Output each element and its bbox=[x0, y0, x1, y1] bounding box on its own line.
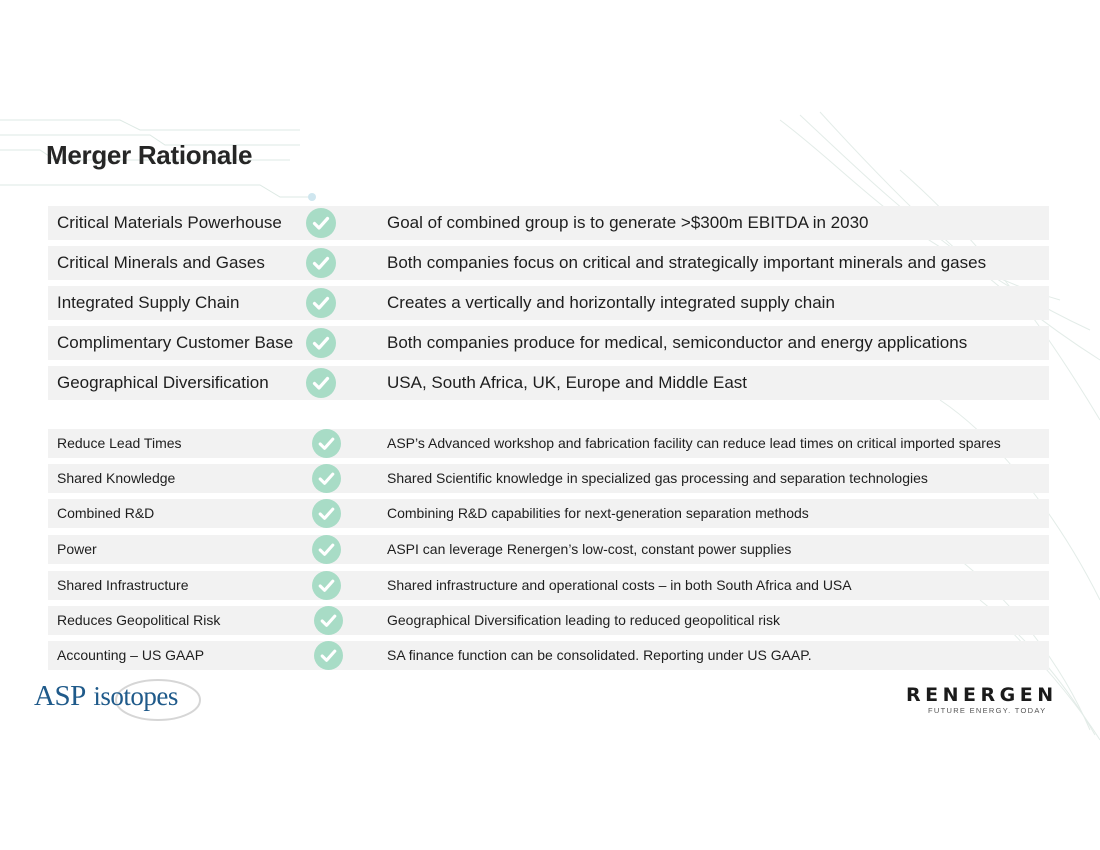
check-circle-icon bbox=[312, 429, 341, 458]
check-circle-icon bbox=[306, 288, 336, 318]
row-description: Shared infrastructure and operational costs – in both South Africa and USA bbox=[387, 577, 852, 593]
rationale-row bbox=[48, 535, 1049, 564]
rationale-row bbox=[48, 499, 1049, 528]
row-label: Accounting – US GAAP bbox=[57, 647, 205, 663]
check-circle-icon bbox=[312, 499, 341, 528]
row-description: Geographical Diversification leading to reduced geopolitical risk bbox=[387, 612, 780, 628]
row-label: Critical Minerals and Gases bbox=[57, 253, 265, 272]
check-circle-icon bbox=[314, 641, 343, 670]
asp-logo-suffix: isotopes bbox=[93, 681, 178, 711]
renergen-logo-tagline: FUTURE ENERGY. TODAY bbox=[928, 706, 1047, 715]
rationale-row bbox=[48, 464, 1049, 493]
row-label: Complimentary Customer Base bbox=[57, 333, 294, 352]
row-description: Both companies focus on critical and strategically important minerals and gases bbox=[387, 253, 987, 272]
rationale-row bbox=[48, 286, 1049, 320]
rationale-row bbox=[48, 606, 1049, 635]
renergen-logo-name: RENERGEN bbox=[906, 684, 1058, 706]
page-title: Merger Rationale bbox=[46, 140, 253, 170]
row-description: Shared Scientific knowledge in specialized gas processing and separation technologies bbox=[387, 470, 928, 486]
rationale-row bbox=[48, 571, 1049, 600]
check-circle-icon bbox=[312, 535, 341, 564]
check-circle-icon bbox=[312, 464, 341, 493]
check-circle-icon bbox=[306, 248, 336, 278]
rationale-row bbox=[48, 429, 1049, 458]
rationale-row bbox=[48, 641, 1049, 670]
row-description: ASPI can leverage Renergen’s low-cost, constant power supplies bbox=[387, 541, 792, 557]
check-circle-icon bbox=[306, 208, 336, 238]
row-label: Reduce Lead Times bbox=[57, 435, 182, 451]
rationale-row bbox=[48, 246, 1049, 280]
check-circle-icon bbox=[306, 368, 336, 398]
row-description: Goal of combined group is to generate >$300m EBITDA in 2030 bbox=[387, 213, 869, 232]
rationale-row bbox=[48, 326, 1049, 360]
row-label: Reduces Geopolitical Risk bbox=[57, 612, 221, 628]
row-label: Shared Knowledge bbox=[57, 470, 176, 486]
check-circle-icon bbox=[314, 606, 343, 635]
row-description: USA, South Africa, UK, Europe and Middle East bbox=[387, 373, 748, 392]
check-circle-icon bbox=[306, 328, 336, 358]
rationale-row bbox=[48, 206, 1049, 240]
row-description: Combining R&D capabilities for next-generation separation methods bbox=[387, 505, 809, 521]
asp-isotopes-logo bbox=[30, 670, 205, 730]
row-label: Critical Materials Powerhouse bbox=[57, 213, 282, 232]
check-circle-icon bbox=[312, 571, 341, 600]
row-description: SA finance function can be consolidated. Reporting under US GAAP. bbox=[387, 647, 812, 663]
row-description: Creates a vertically and horizontally integrated supply chain bbox=[387, 293, 835, 312]
asp-logo-name: ASP bbox=[34, 680, 85, 712]
row-description: Both companies produce for medical, semiconductor and energy applications bbox=[387, 333, 968, 352]
rationale-row bbox=[48, 366, 1049, 400]
row-label: Integrated Supply Chain bbox=[57, 293, 240, 312]
row-label: Combined R&D bbox=[57, 505, 155, 521]
row-label: Power bbox=[57, 541, 97, 557]
row-label: Shared Infrastructure bbox=[57, 577, 189, 593]
row-label: Geographical Diversification bbox=[57, 373, 269, 392]
row-description: ASP’s Advanced workshop and fabrication facility can reduce lead times on critical imported spares bbox=[387, 435, 1001, 451]
renergen-logo bbox=[906, 684, 1066, 718]
